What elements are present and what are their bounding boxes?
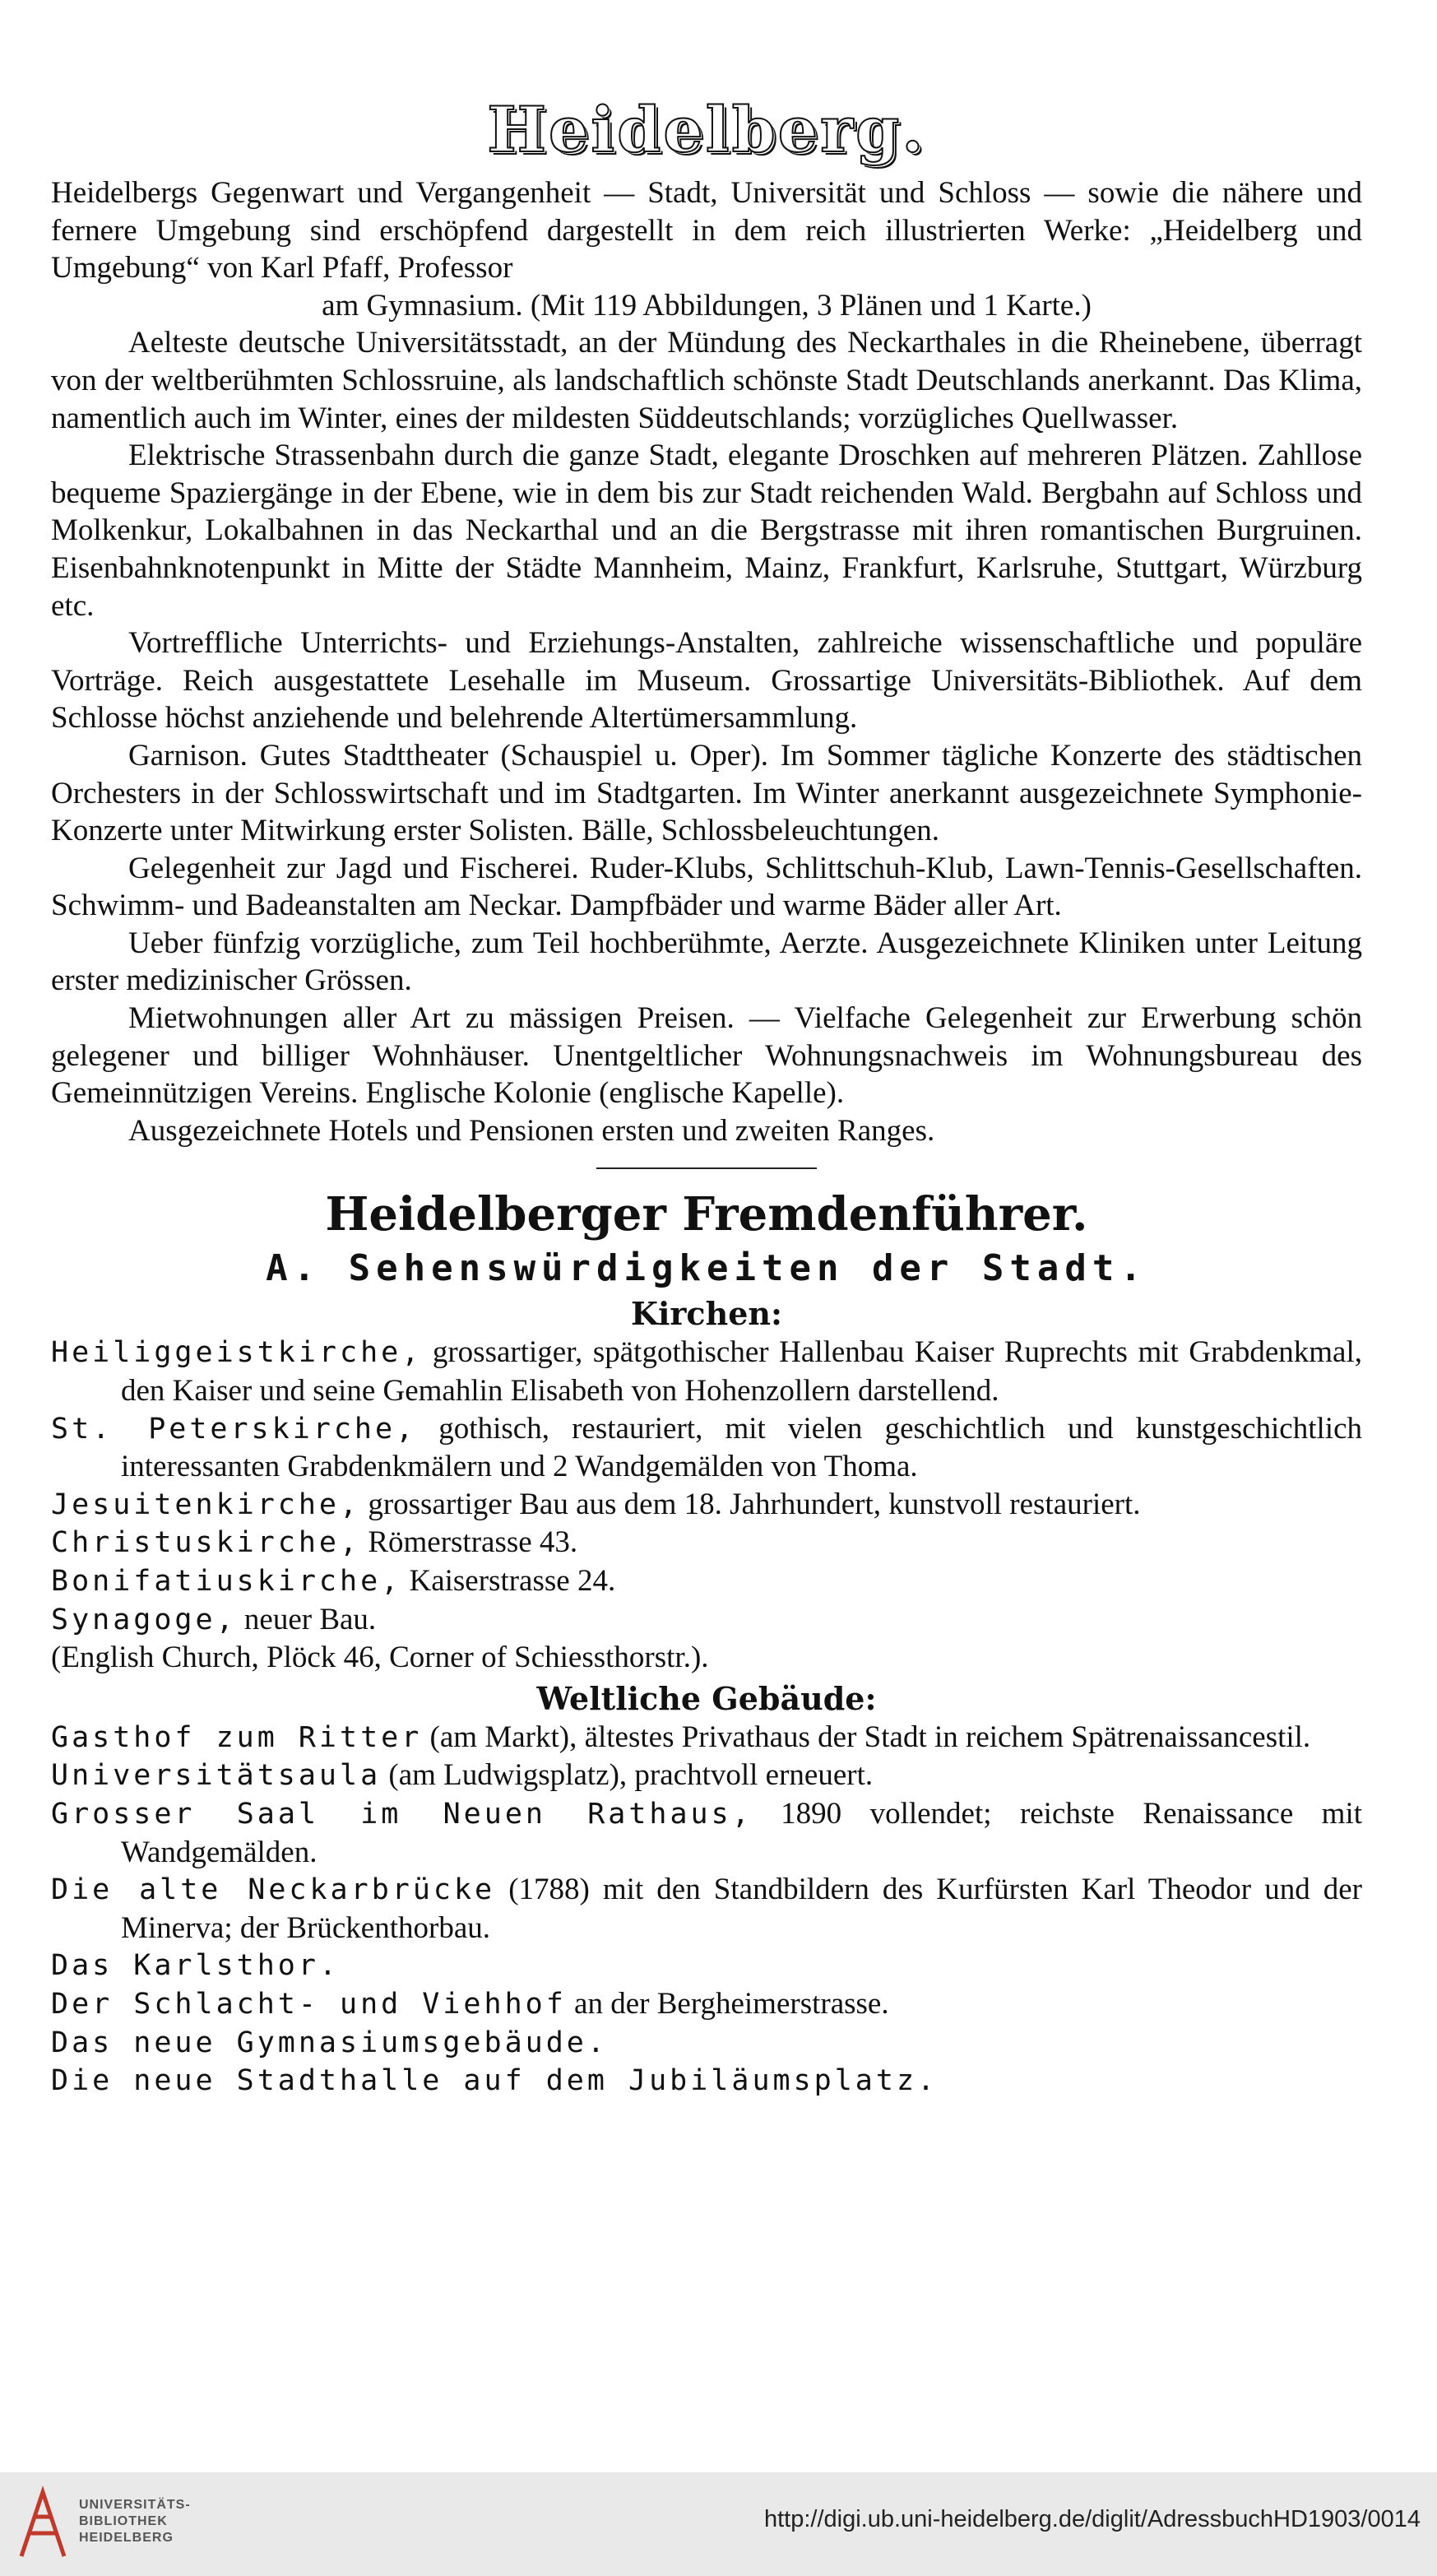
logo-line: HEIDELBERG [79,2531,174,2545]
intro-section [51,174,1362,1149]
entry-description: grossartiger Bau aus dem 18. Jahrhundert, kunstvoll restauriert. [360,1487,1141,1521]
list-item [51,1486,1362,1525]
entry-name: Das neue Gymnasiumsgebäude. [51,2026,608,2059]
entry-name: Die alte Neckarbrücke [51,1873,496,1907]
list-item [51,1562,1362,1601]
intro-paragraph: Ueber fünfzig vorzügliche, zum Teil hochberühmte, Aerzte. Ausgezeichnete Kliniken unter Leitung erster medizinischer Grössen. [51,926,1362,998]
section-heading: A. Sehenswürdigkeiten der Stadt. [266,1247,1147,1290]
intro-paragraph: Heidelbergs Gegenwart und Vergangenheit — Stadt, Universität und Schloss — sowie die nähere und fernere Umgebung sind erschöpfend dargestellt in dem reich illustrierten Werke: „Heidelberg und Umgebung“ von Karl Pfaff, Professor [51,176,1362,285]
page-content [51,89,1362,2100]
source-url[interactable]: http://digi.ub.uni-heidelberg.de/diglit/AdressbuchHD1903/0014 [763,2506,1421,2532]
list-item [51,1601,1362,1640]
library-logo-icon [16,2484,69,2563]
intro-paragraph: Aelteste deutsche Universitätsstadt, an der Mündung des Neckarthales in die Rheinebene, überragt von der weltberühmten Schlossruine, als landschaftlich schönste Stadt Deutschlands anerkannt. Das Klima, namentlich auch im Winter, eines der mildesten Süddeutschlands; vorzügliches Quellwasser. [51,326,1362,435]
entry-description: grossartiger, spätgothischer Hallenbau Kaiser Ruprechts mit Grabdenkmal, den Kaiser und seine Gemahlin Elisabeth von Hohenzollern darstellend. [121,1335,1362,1409]
entry-name: St. Peterskirche, [51,1412,417,1446]
list-item [51,2062,1362,2100]
entry-description: an der Bergheimerstrasse. [566,1986,889,2021]
entry-description: neuer Bau. [236,1602,377,1636]
entry-name: Die neue Stadthalle auf dem Jubiläumsplatz. [51,2064,939,2098]
list-item [51,1757,1362,1795]
intro-paragraph: Gelegenheit zur Jagd und Fischerei. Ruder-Klubs, Schlittschuh-Klub, Lawn-Tennis-Gesellschaften. Schwimm- und Badeanstalten am Neckar. Dampfbäder und warme Bäder aller Art. [51,851,1362,923]
entry-name: Das Karlsthor. [51,1949,341,1983]
entry-name: Jesuitenkirche, [51,1488,361,1521]
intro-paragraph: Mietwohnungen aller Art zu mässigen Preisen. — Vielfache Gelegenheit zur Erwerbung schön gelegener und billiger Wohnhäuser. Unentgeltlicher Wohnungsnachweis im Wohnungsbureau des Gemeinnützigen Vereins. Englische Kolonie (englische Kapelle). [51,1001,1362,1111]
list-item [51,1985,1362,2024]
entry-description: Römerstrasse 43. [360,1525,578,1560]
list-item [51,2024,1362,2063]
intro-paragraph: am Gymnasium. (Mit 119 Abbildungen, 3 Plänen und 1 Karte.) [322,288,1092,323]
list-item [51,1795,1362,1871]
list-item [51,1410,1362,1486]
logo-line: BIBLIOTHEK [79,2514,168,2528]
page-title: Heidelberg. [487,93,926,166]
entry-name: Grosser Saal im Neuen Rathaus, [51,1797,753,1831]
entry-description: (am Ludwigsplatz), prachtvoll erneuert. [381,1758,874,1793]
secular-heading: Weltliche Gebäude: [536,1679,877,1717]
secular-buildings-list [51,1719,1362,2100]
list-item [51,1524,1362,1562]
churches-heading: Kirchen: [630,1295,783,1333]
entry-name: Der Schlacht- und Viehhof [51,1987,567,2021]
entry-name: Heiliggeistkirche, [51,1336,423,1370]
entry-description: (English Church, Plöck 46, Corner of Schiessthorstr.). [51,1641,709,1675]
intro-paragraph: Garnison. Gutes Stadttheater (Schauspiel u. Oper). Im Sommer tägliche Konzerte des städtischen Orchesters in der Schlosswirtschaft und im Stadtgarten. Im Winter anerkannt ausgezeichnete Symphonie-Konzerte unter Mitwirkung erster Solisten. Bälle, Schlossbeleuchtungen. [51,738,1362,848]
list-item [51,1871,1362,1947]
footer-bar [0,2472,1437,2576]
list-item [51,1947,1362,1985]
entry-description: (am Markt), ältestes Privathaus der Stadt in reichem Spätrenaissancestil. [422,1720,1311,1754]
list-item [51,1334,1362,1409]
entry-name: Synagoge, [51,1603,237,1636]
intro-paragraph: Ausgezeichnete Hotels und Pensionen ersten und zweiten Ranges. [128,1113,935,1148]
intro-paragraph: Vortreffliche Unterrichts- und Erziehungs-Anstalten, zahlreiche wissenschaftliche und populäre Vorträge. Reich ausgestattete Lesehalle im Museum. Grossartige Universitäts-Bibliothek. Auf dem Schlosse höchst anziehende und belehrende Altertümersammlung. [51,626,1362,736]
churches-list [51,1334,1362,1677]
intro-paragraph: Elektrische Strassenbahn durch die ganze Stadt, elegante Droschken auf mehreren Plätzen. Zahllose bequeme Spaziergänge in der Ebene, wie in dem bis zur Stadt reichenden Wald. Bergbahn auf Schloss und Molkenkur, Lokalbahnen in das Neckarthal und an die Bergstrasse mit ihren romantischen Burgruinen. Eisenbahnknotenpunkt in Mitte der Städte Mannheim, Mainz, Frankfurt, Karlsruhe, Stuttgart, Würzburg etc. [51,439,1362,623]
entry-name: Universitätsaula [51,1759,382,1793]
list-item [51,1639,1362,1678]
guide-title: Heidelberger Fremdenführer. [325,1187,1088,1242]
entry-description: gothisch, restauriert, mit vielen geschichtlich und kunstgeschichtlich interessanten Grabdenkmälern und 2 Wandgemälden von Thoma. [121,1411,1362,1484]
logo-line: UNIVERSITÄTS- [79,2498,191,2512]
list-item [51,1719,1362,1757]
entry-description: (1788) mit den Standbildern des Kurfürsten Karl Theodor und der Minerva; der Brückenthorbau. [121,1873,1362,1945]
library-logo-text [79,2497,191,2546]
entry-name: Bonifatiuskirche, [51,1565,402,1598]
entry-description: Kaiserstrasse 24. [401,1564,616,1598]
section-divider [596,1167,817,1169]
entry-name: Gasthof zum Ritter [51,1720,423,1754]
entry-name: Christuskirche, [51,1526,361,1560]
entry-description: 1890 vollendet; reichste Renaissance mit Wandgemälden. [121,1796,1362,1869]
